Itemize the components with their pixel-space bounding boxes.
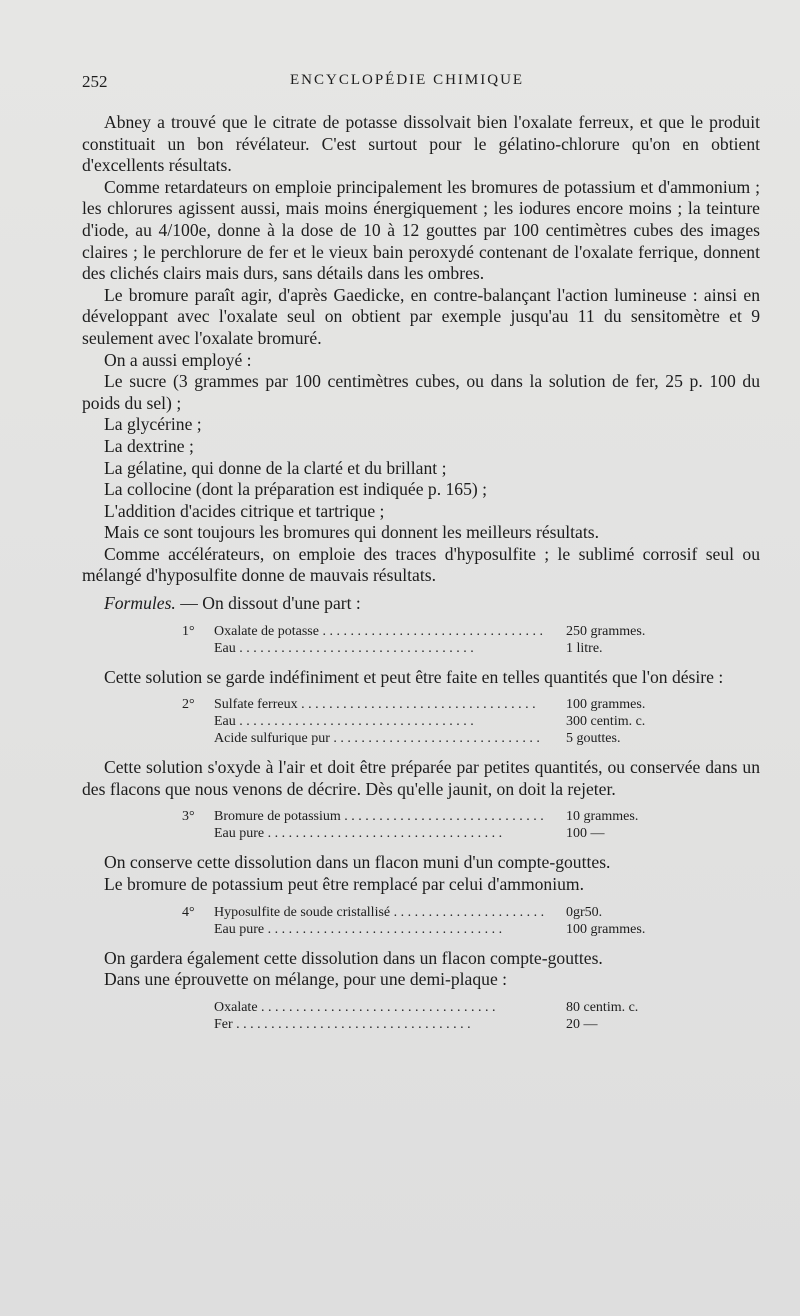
- ingredient-name: Fer . . .: [214, 1016, 544, 1033]
- ingredient-name: Eau . . .: [214, 713, 544, 730]
- ingredient-qty: 1 litre.: [566, 640, 603, 656]
- ingredient-name: Bromure de potassium . . .: [214, 808, 544, 825]
- paragraph: Cette solution s'oxyde à l'air et doit être préparée par petites quantités, ou conservée dans un des flacons que nous venons de décrire. Dès qu'elle jaunit, on doit la rejeter.: [82, 757, 760, 799]
- paragraph: Comme accélérateurs, on emploie des traces d'hyposulfite ; le sublimé corrosif seul ou mélangé d'hyposulfite donne de mauvais résultats.: [82, 543, 760, 586]
- formula-number: 3°: [182, 809, 195, 825]
- formula-number: [182, 999, 214, 1016]
- ingredient-qty: 250 grammes.: [566, 623, 646, 639]
- page-number: 252: [82, 72, 108, 91]
- ingredient-qty: 10 grammes.: [566, 809, 639, 825]
- paragraph: L'addition d'acides citrique et tartrique ;: [104, 500, 385, 521]
- paragraph: Le sucre (3 grammes par 100 centimètres cubes, ou dans la solution de fer, 25 p. 100 du poids du sel) ;: [82, 371, 760, 413]
- formula-1: [182, 623, 742, 657]
- formules-label: Formules.: [104, 593, 176, 614]
- ingredient-qty: 100 —: [566, 826, 605, 842]
- paragraph: Mais ce sont toujours les bromures qui donnent les meilleurs résultats.: [104, 522, 599, 543]
- paragraph: La dextrine ;: [104, 435, 194, 456]
- paragraph: Abney a trouvé que le citrate de potasse dissolvait bien l'oxalate ferreux, et que le produit constituait un bon révélateur. C'est surtout pour le gélatino-chlorure qu'on en obtient d'excellents résultats.: [82, 112, 760, 176]
- paragraph: On gardera également cette dissolution dans un flacon compte-gouttes.: [104, 947, 603, 968]
- ingredient-name: Eau . . .: [214, 640, 544, 657]
- paragraph: On conserve cette dissolution dans un flacon muni d'un compte-gouttes.: [104, 852, 611, 873]
- ingredient-name: Oxalate de potasse . . .: [214, 623, 544, 640]
- formula-4: [182, 904, 742, 938]
- ingredient-name: Acide sulfurique pur . . .: [214, 730, 544, 747]
- paragraph: Comme retardateurs on emploie principalement les bromures de potassium et d'ammonium ; les chlorures agissent aussi, mais moins énergiquement ; les iodures encore moins ; la teinture d'iode, au 4/100e, donne à la dose de 10 à 12 gouttes par 100 centimètres cubes des images claires ; le perchlorure de fer et le vieux bain peroxydé contenant de l'oxalate ferrique, donnent des clichés clairs mais durs, sans détails dans les ombres.: [82, 176, 760, 284]
- formula-3: [182, 808, 742, 842]
- ingredient-qty: 300 centim. c.: [566, 714, 646, 730]
- ingredient-qty: 20 —: [566, 1016, 598, 1032]
- paragraph: La glycérine ;: [104, 414, 202, 435]
- formula-5: [182, 999, 742, 1033]
- ingredient-qty: 5 gouttes.: [566, 731, 621, 747]
- ingredient-qty: 80 centim. c.: [566, 999, 639, 1015]
- paragraph: Le bromure de potassium peut être remplacé par celui d'ammonium.: [104, 874, 584, 895]
- formula-number: 2°: [182, 697, 195, 713]
- paragraph: Dans une éprouvette on mélange, pour une demi-plaque :: [104, 969, 508, 990]
- paragraph: Le bromure paraît agir, d'après Gaedicke, en contre-balançant l'action lumineuse : ainsi en développant avec l'oxalate seul on obtient par exemple jusqu'au 11 du sensitomètre et 9 seulement avec l'oxalate bromuré.: [82, 284, 760, 348]
- ingredient-name: Sulfate ferreux . . .: [214, 696, 544, 713]
- paragraph: On a aussi employé :: [104, 349, 252, 370]
- paragraph: Cette solution se garde indéfiniment et peut être faite en telles quantités que l'on désire :: [104, 666, 724, 687]
- page-header: [82, 72, 760, 102]
- ingredient-name: Eau pure . . .: [214, 825, 544, 842]
- formula-2: [182, 696, 742, 747]
- ingredient-name: Hyposulfite de soude cristallisé . . .: [214, 904, 544, 921]
- ingredient-qty: 100 grammes.: [566, 921, 646, 937]
- ingredient-qty: 0gr50.: [566, 904, 603, 920]
- ingredient-name: Eau pure . . .: [214, 921, 544, 938]
- paragraph: La gélatine, qui donne de la clarté et du brillant ;: [104, 457, 447, 478]
- ingredient-qty: 100 grammes.: [566, 697, 646, 713]
- paragraph: La collocine (dont la préparation est indiquée p. 165) ;: [104, 479, 488, 500]
- ingredient-name: Oxalate . . .: [214, 999, 544, 1016]
- formules-intro: [82, 593, 760, 615]
- formules-text: — On dissout d'une part :: [175, 593, 361, 614]
- formula-number: 4°: [182, 904, 195, 920]
- formula-number: 1°: [182, 623, 195, 639]
- running-title: ENCYCLOPÉDIE CHIMIQUE: [290, 72, 525, 88]
